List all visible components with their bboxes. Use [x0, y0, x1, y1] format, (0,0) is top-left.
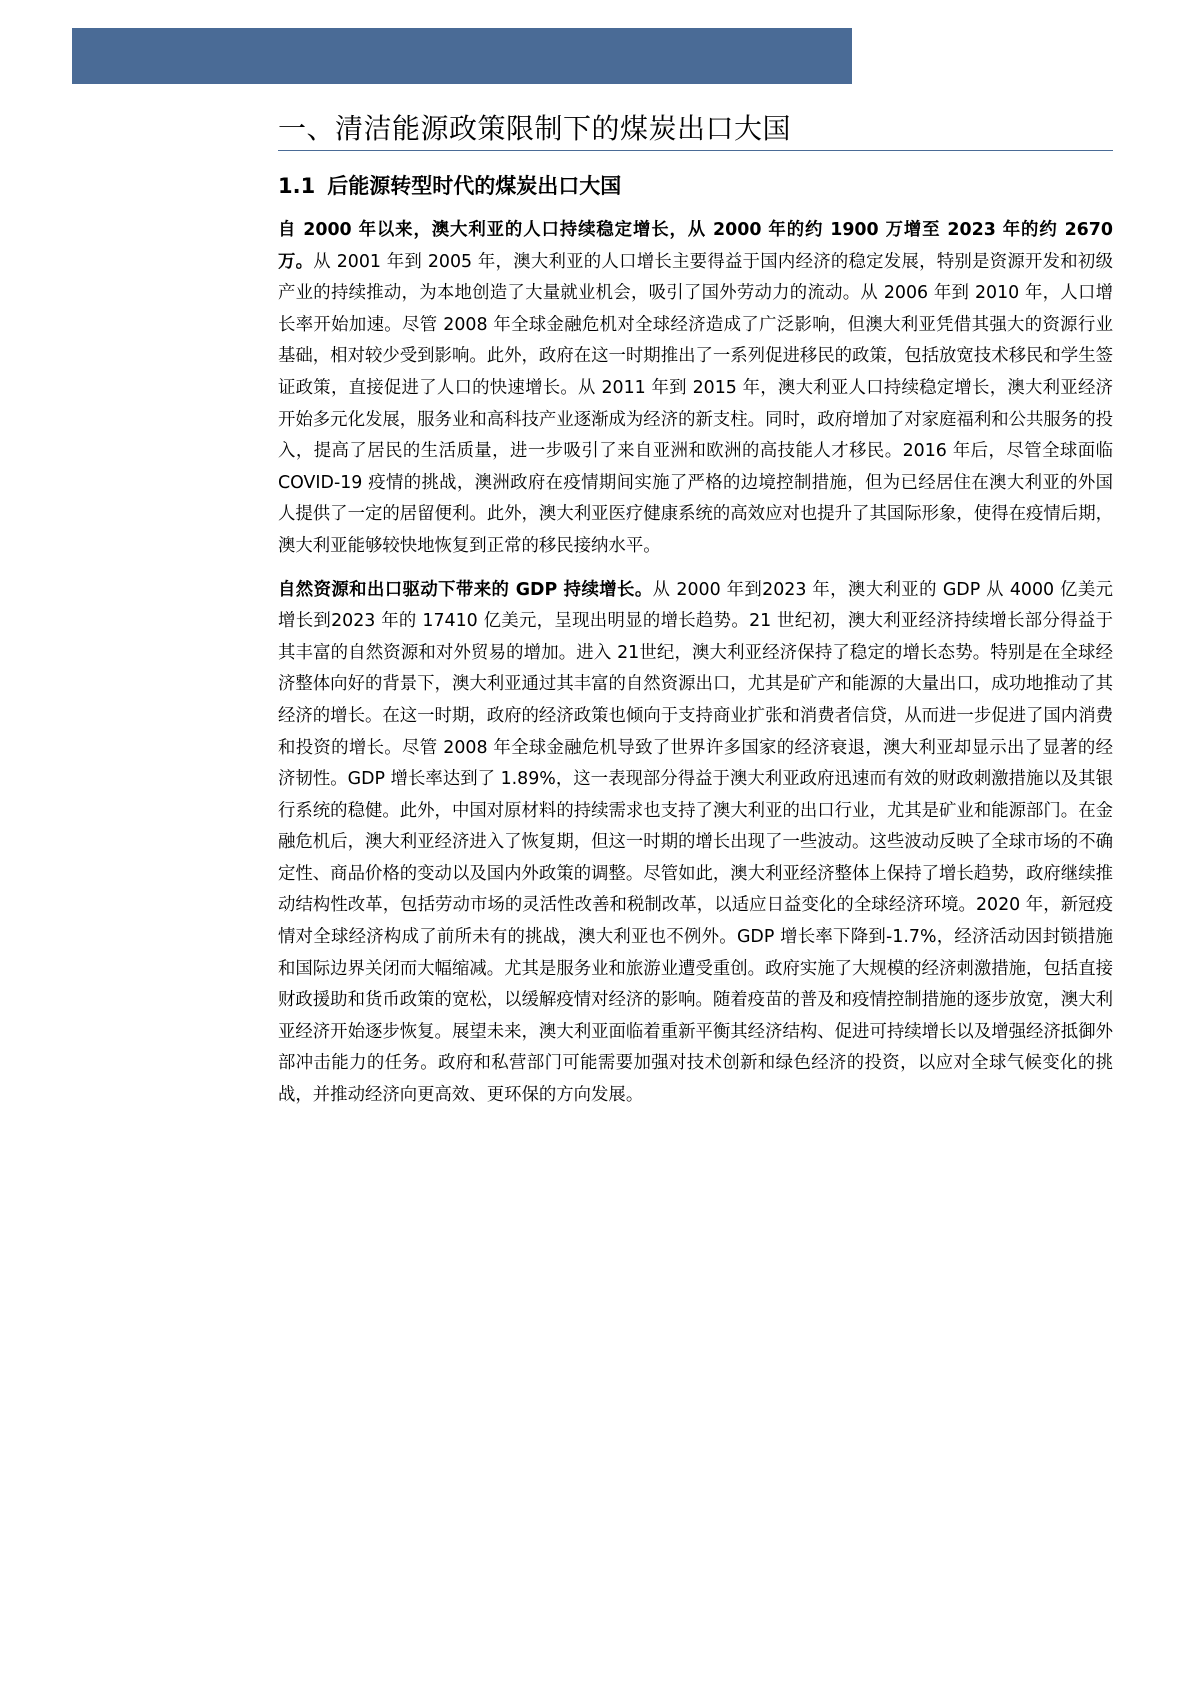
subsection-heading — [278, 171, 1113, 201]
paragraph-population-body: 从 2001 年到 2005 年，澳大利亚的人口增长主要得益于国内经济的稳定发展，特别是资源开发和初级产业的持续推动，为本地创造了大量就业机会，吸引了国外劳动力的流动。从 2006 年到 2010 年，人口增长率开始加速。尽管 2008 年全球金融危机对全球经济造成了广泛影响，但澳大利亚凭借其强大的资源行业基础，相对较少受到影响。此外，政府在这一时期推出了一系列促进移民的政策，包括放宽技术移民和学生签证政策，直接促进了人口的快速增长。从 2011 年到 2015 年，澳大利亚人口持续稳定增长，澳大利亚经济开始多元化发展，服务业和高科技产业逐渐成为经济的新支柱。同时，政府增加了对家庭福利和公共服务的投入，提高了居民的生活质量，进一步吸引了来自亚洲和欧洲的高技能人才移民。2016 年后，尽管全球面临 COVID-19 疫情的挑战，澳洲政府在疫情期间实施了严格的边境控制措施，但为已经居住在澳大利亚的外国人提供了一定的居留便利。此外，澳大利亚医疗健康系统的高效应对也提升了其国际形象，使得在疫情后期，澳大利亚能够较快地恢复到正常的移民接纳水平。 — [278, 251, 1113, 556]
subsection-number: 1.1 — [278, 174, 316, 198]
paragraph-gdp-lead: 自然资源和出口驱动下带来的 GDP 持续增长。 — [278, 579, 653, 600]
paragraph-gdp-body: 从 2000 年到2023 年，澳大利亚的 GDP 从 4000 亿美元增长到2023 年的 17410 亿美元，呈现出明显的增长趋势。21 世纪初，澳大利亚经济持续增长部分得益于其丰富的自然资源和对外贸易的增加。进入 21世纪，澳大利亚经济保持了稳定的增长态势。特别是在全球经济整体向好的背景下，澳大利亚通过其丰富的自然资源出口，尤其是矿产和能源的大量出口，成功地推动了其经济的增长。在这一时期，政府的经济政策也倾向于支持商业扩张和消费者信贷，从而进一步促进了国内消费和投资的增长。尽管 2008 年全球金融危机导致了世界许多国家的经济衰退，澳大利亚却显示出了显著的经济韧性。GDP 增长率达到了 1.89%，这一表现部分得益于澳大利亚政府迅速而有效的财政刺激措施以及其银行系统的稳健。此外，中国对原材料的持续需求也支持了澳大利亚的出口行业，尤其是矿业和能源部门。在金融危机后，澳大利亚经济进入了恢复期，但这一时期的增长出现了一些波动。这些波动反映了全球市场的不确定性、商品价格的变动以及国内外政策的调整。尽管如此，澳大利亚经济整体上保持了增长趋势，政府继续推动结构性改革，包括劳动市场的灵活性改善和税制改革，以适应日益变化的全球经济环境。2020 年，新冠疫情对全球经济构成了前所未有的挑战，澳大利亚也不例外。GDP 增长率下降到-1.7%，经济活动因封锁措施和国际边界关闭而大幅缩减。尤其是服务业和旅游业遭受重创。政府实施了大规模的经济刺激措施，包括直接财政援助和货币政策的宽松，以缓解疫情对经济的影响。随着疫苗的普及和疫情控制措施的逐步放宽，澳大利亚经济开始逐步恢复。展望未来，澳大利亚面临着重新平衡其经济结构、促进可持续增长以及增强经济抵御外部冲击能力的任务。政府和私营部门可能需要加强对技术创新和绿色经济的投资，以应对全球气候变化的挑战，并推动经济向更高效、更环保的方向发展。 — [278, 579, 1113, 1106]
header-band — [72, 28, 852, 84]
paragraph-population-lead: 自 2000 年以来，澳大利亚的人口持续稳定增长，从 2000 年的约 1900 万增至 2023 年的约 2670 万。 — [278, 220, 1113, 272]
subsection-title: 后能源转型时代的煤炭出口大国 — [327, 174, 622, 198]
paragraph-gdp — [278, 575, 1113, 1112]
page-content — [278, 110, 1113, 1112]
paragraph-population — [278, 215, 1113, 563]
section-title: 一、清洁能源政策限制下的煤炭出口大国 — [278, 110, 1113, 151]
